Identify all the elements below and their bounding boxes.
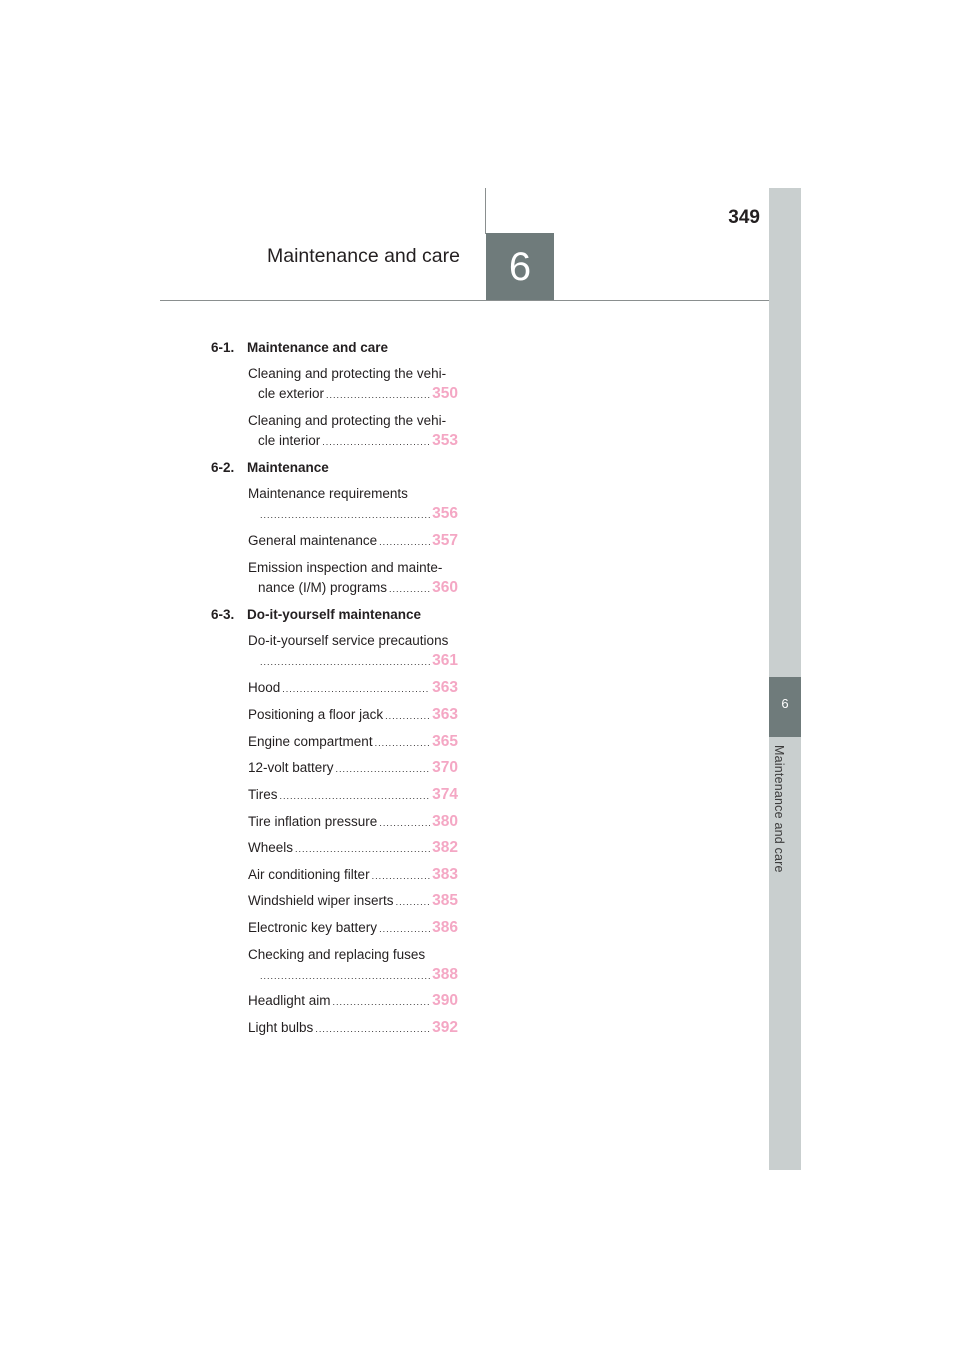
entry-page[interactable]: 382 [432,839,458,856]
entry-text: Emission inspection and mainte- [248,560,443,575]
entry-page[interactable]: 357 [432,532,458,549]
toc-entry[interactable] [248,991,458,1012]
page-number: 349 [728,207,760,228]
entry-text: Light bulbs [248,1020,314,1035]
section-title: Do-it-yourself maintenance [247,607,422,622]
entry-page[interactable]: 363 [432,706,458,723]
toc-entry[interactable] [248,531,458,552]
toc-entry[interactable] [248,945,458,986]
entry-text-cont: cle interior [258,433,321,448]
toc-entry[interactable] [248,364,458,405]
entry-text: Do-it-yourself service precautions [248,633,449,648]
entry-page[interactable]: 385 [432,892,458,909]
entry-page[interactable]: 361 [432,652,458,669]
toc-entry[interactable] [248,558,458,599]
toc-section[interactable] [211,460,329,475]
entry-text: General maintenance [248,533,378,548]
chapter-number: 6 [508,245,532,289]
toc-entry[interactable] [248,918,458,939]
entry-text: Engine compartment [248,734,373,749]
entry-page[interactable]: 386 [432,919,458,936]
toc-entry[interactable] [248,758,458,779]
header-divider-horizontal [160,300,769,301]
entry-page[interactable]: 380 [432,813,458,830]
entry-text: Air conditioning filter [248,867,370,882]
toc-entry[interactable] [248,705,458,726]
toc-entry[interactable] [248,838,458,859]
entry-text: Electronic key battery [248,920,378,935]
section-number: 6-1. [211,340,235,355]
entry-page[interactable]: 365 [432,733,458,750]
toc-section[interactable] [211,607,421,622]
entry-text: Checking and replacing fuses [248,947,426,962]
toc-entry[interactable] [248,484,458,525]
chapter-title: Maintenance and care [267,245,460,267]
entry-page[interactable]: 356 [432,505,458,522]
entry-text: Tire inflation pressure [248,814,378,829]
entry-page[interactable]: 370 [432,759,458,776]
toc-entry[interactable] [248,631,458,672]
toc-entry[interactable] [248,678,458,699]
entry-text: Cleaning and protecting the vehi- [248,366,447,381]
toc-entry[interactable] [248,865,458,886]
header-divider-vertical [485,188,486,234]
entry-text: Headlight aim [248,993,331,1008]
entry-text: Cleaning and protecting the vehi- [248,413,447,428]
entry-text: Tires [248,787,278,802]
toc-entry[interactable] [248,785,458,806]
entry-text: Windshield wiper inserts [248,893,394,908]
entry-page[interactable]: 353 [432,432,458,449]
entry-page[interactable]: 374 [432,786,458,803]
section-number: 6-2. [211,460,235,475]
entry-page[interactable]: 363 [432,679,458,696]
entry-page[interactable]: 388 [432,966,458,983]
entry-text-cont: nance (I/M) programs [258,580,388,595]
side-chapter-label: Maintenance and care [772,745,786,873]
side-tab-number: 6 [781,696,789,711]
entry-page[interactable]: 390 [432,992,458,1009]
toc-entry[interactable] [248,732,458,753]
entry-text: 12-volt battery [248,760,334,775]
toc-entry[interactable] [248,1018,458,1039]
entry-page[interactable]: 392 [432,1019,458,1036]
entry-page[interactable]: 360 [432,579,458,596]
entry-text: Hood [248,680,281,695]
entry-page[interactable]: 350 [432,385,458,402]
entry-text: Positioning a floor jack [248,707,384,722]
entry-text-cont: cle exterior [258,386,325,401]
section-title: Maintenance [247,460,329,475]
section-number: 6-3. [211,607,235,622]
toc-section[interactable] [211,340,388,355]
entry-text: Wheels [248,840,294,855]
section-title: Maintenance and care [247,340,389,355]
toc-entry[interactable] [248,812,458,833]
toc-entry[interactable] [248,891,458,912]
entry-text: Maintenance requirements [248,486,408,501]
toc-entry[interactable] [248,411,458,452]
entry-page[interactable]: 383 [432,866,458,883]
